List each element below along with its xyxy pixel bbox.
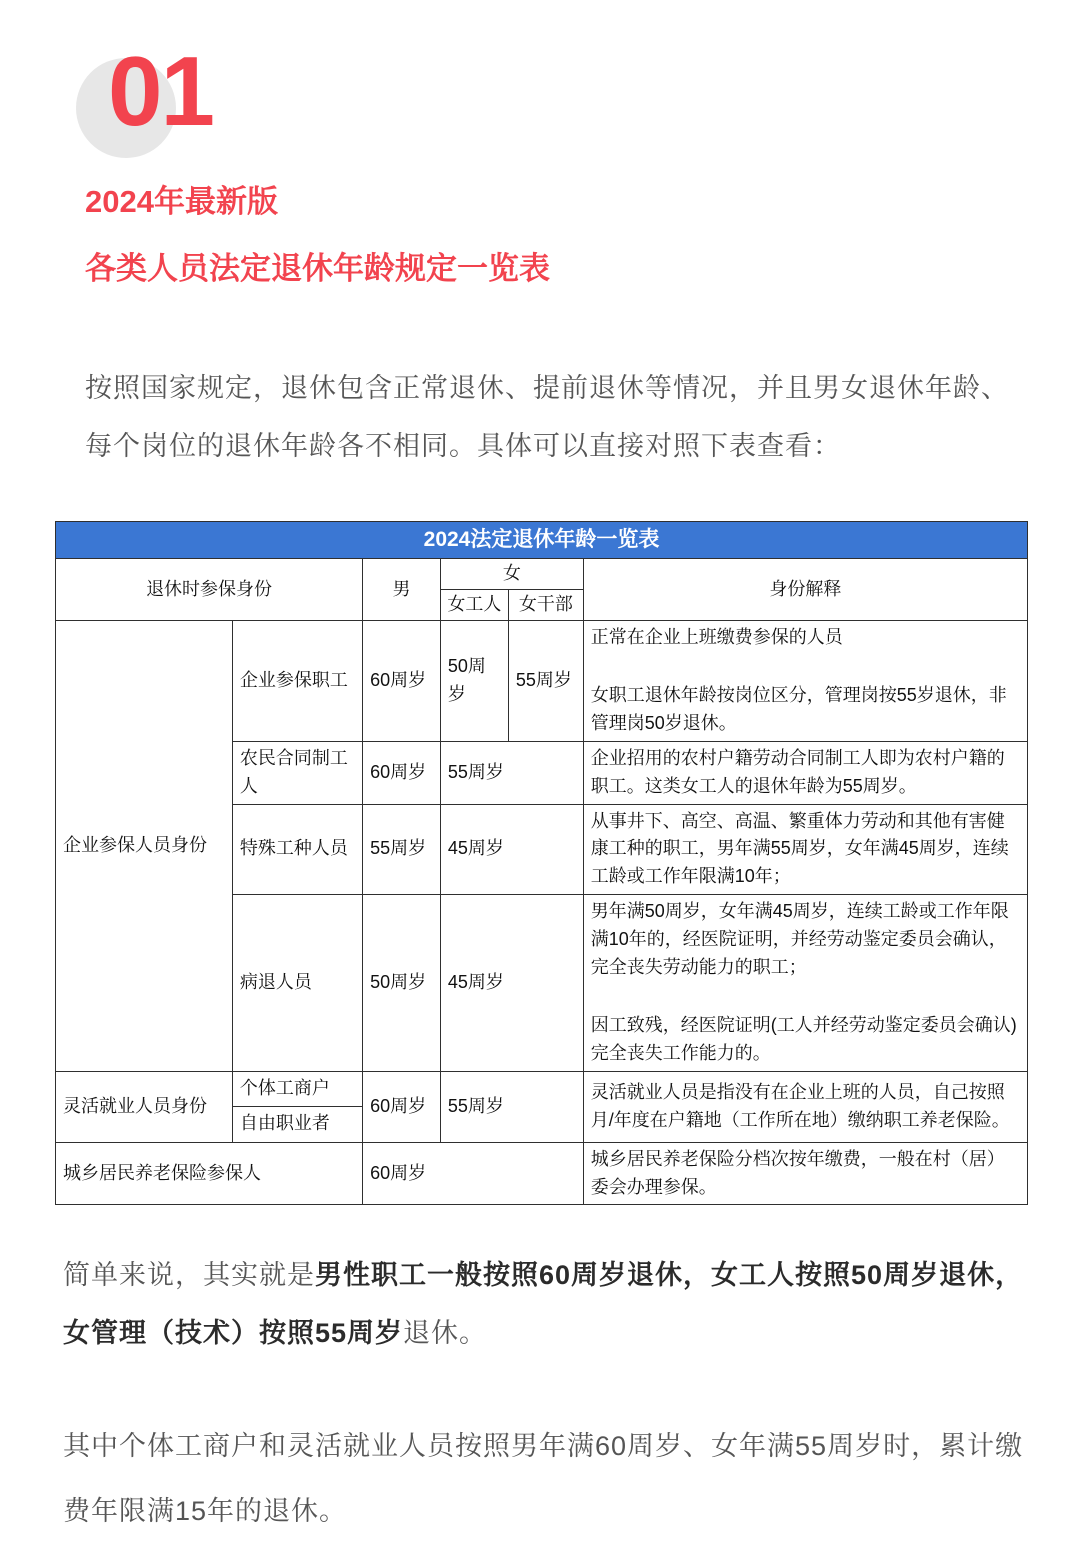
cell-name: 农民合同制工人 [232, 741, 362, 804]
cell-male-age: 50周岁 [363, 895, 441, 1071]
summary-bold-text: 男性职工一般按照60周岁退休，女工人按照50周岁退休，女管理（技术）按照55周岁 [63, 1260, 1024, 1348]
cell-name: 自由职业者 [232, 1106, 362, 1142]
cell-explanation: 企业招用的农村户籍劳动合同制工人即为农村户籍的职工。这类女工人的退休年龄为55周岁。 [583, 741, 1027, 804]
cell-female-age: 55周岁 [440, 741, 583, 804]
header-female-cadre: 女干部 [508, 590, 583, 621]
table-caption-row [56, 521, 1028, 559]
group-cell-enterprise: 企业参保人员身份 [56, 621, 233, 1072]
table-header-row-1 [56, 559, 1028, 590]
explanation-paragraph: 因工致残，经医院证明(工人并经劳动鉴定委员会确认)完全丧失工作能力的。 [590, 1014, 1017, 1063]
header-female-worker: 女工人 [440, 590, 508, 621]
cell-male-age: 60周岁 [363, 1142, 584, 1205]
summary-paragraph [63, 1247, 1025, 1361]
cell-female-age: 55周岁 [440, 1071, 583, 1142]
cell-name: 企业参保职工 [232, 621, 362, 742]
cell-name: 个体工商户 [232, 1071, 362, 1106]
header-explanation: 身份解释 [583, 559, 1027, 621]
cell-name: 城乡居民养老保险参保人 [56, 1142, 363, 1205]
intro-paragraph: 按照国家规定，退休包含正常退休、提前退休等情况，并且男女退休年龄、每个岗位的退休年龄各不相同。具体可以直接对照下表查看： [85, 373, 1009, 461]
table-row-enterprise-employee [56, 621, 1028, 742]
badge-number: 01 [108, 36, 214, 146]
cell-name: 特殊工种人员 [232, 804, 362, 895]
cell-explanation: 城乡居民养老保险分档次按年缴费，一般在村（居）委会办理参保。 [583, 1142, 1027, 1205]
title-line-2: 各类人员法定退休年龄规定一览表 [85, 250, 550, 286]
explanation-paragraph: 女职工退休年龄按岗位区分，管理岗按55岁退休，非管理岗50岁退休。 [590, 684, 1007, 733]
cell-male-age: 60周岁 [363, 1071, 441, 1142]
cell-explanation: 灵活就业人员是指没有在企业上班的人员，自己按照月/年度在户籍地（工作所在地）缴纳职工养老保险。 [583, 1071, 1027, 1142]
header-female: 女 [440, 559, 583, 590]
header-identity: 退休时参保身份 [56, 559, 363, 621]
retirement-age-table [55, 521, 1028, 1206]
table-row-urban-rural-residents [56, 1142, 1028, 1205]
cell-male-age: 60周岁 [363, 741, 441, 804]
summary-prefix: 简单来说，其实就是 [63, 1260, 315, 1291]
title-line-1: 2024年最新版 [85, 184, 278, 219]
cell-explanation [583, 621, 1027, 742]
cell-female-cadre-age: 55周岁 [508, 621, 583, 742]
summary-suffix: 退休。 [403, 1317, 488, 1348]
cell-female-worker-age: 50周岁 [440, 621, 508, 742]
cell-female-age: 45周岁 [440, 895, 583, 1071]
section-badge [0, 36, 1080, 148]
cell-explanation [583, 895, 1027, 1071]
cell-explanation: 从事井下、高空、高温、繁重体力劳动和其他有害健康工种的职工，男年满55周岁，女年满45周岁，连续工龄或工作年限满10年； [583, 804, 1027, 895]
explanation-paragraph: 男年满50周岁，女年满45周岁，连续工龄或工作年限满10年的，经医院证明，并经劳动鉴定委员会确认，完全丧失劳动能力的职工； [590, 901, 1009, 977]
cell-male-age: 55周岁 [363, 804, 441, 895]
note-paragraph: 其中个体工商户和灵活就业人员按照男年满60周岁、女年满55周岁时，累计缴费年限满15年的退休。 [63, 1430, 1024, 1526]
group-cell-flexible-employment: 灵活就业人员身份 [56, 1071, 233, 1142]
header-male: 男 [363, 559, 441, 621]
cell-name: 病退人员 [232, 895, 362, 1071]
cell-female-age: 45周岁 [440, 804, 583, 895]
page [0, 36, 1080, 1526]
explanation-paragraph: 正常在企业上班缴费参保的人员 [590, 627, 843, 648]
table-row-self-employed [56, 1071, 1028, 1106]
table-caption: 2024法定退休年龄一览表 [56, 521, 1028, 559]
cell-male-age: 60周岁 [363, 621, 441, 742]
